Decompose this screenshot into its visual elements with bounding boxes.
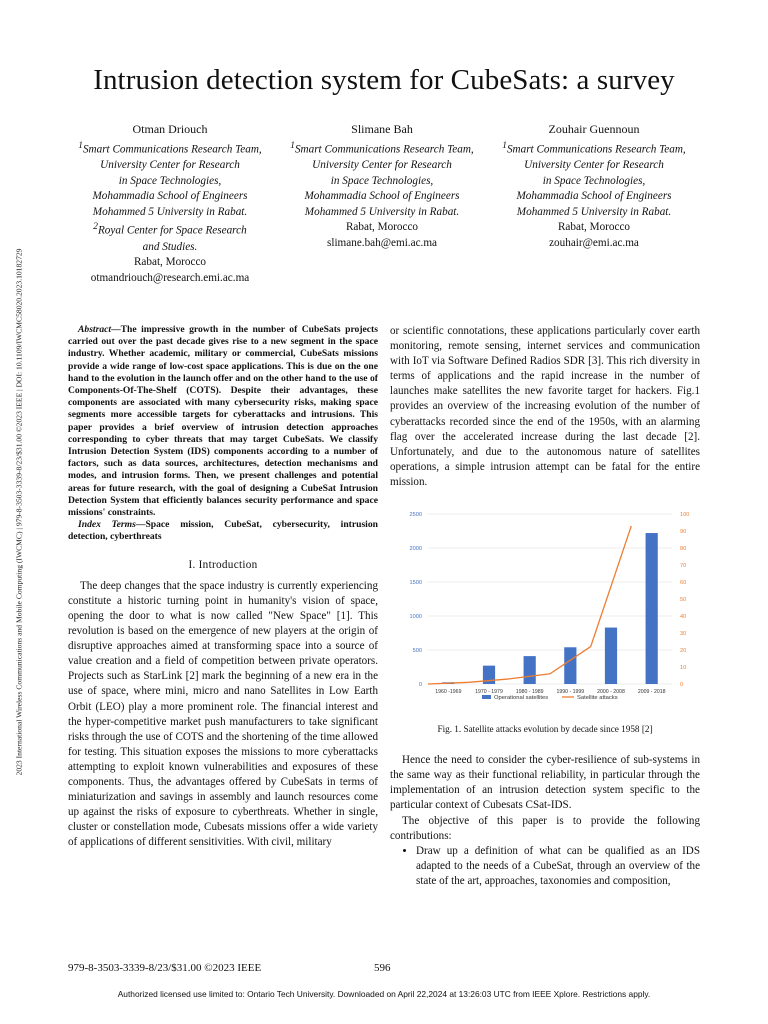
author-affiliation: University Center for Research — [100, 158, 240, 171]
y-right-tick-label: 20 — [680, 648, 687, 655]
bar-operational-satellites — [564, 647, 576, 684]
satellite-attacks-chart — [390, 504, 700, 714]
y-right-tick-label: 90 — [680, 529, 687, 536]
authorization-notice: Authorized licensed use limited to: Ontario Tech University. Downloaded on April 22,2024 at 13:26:03 UTC from IEEE Xplore. Restrictions apply. — [117, 989, 651, 999]
author-affiliation: and Studies. — [142, 240, 198, 253]
author-affiliation: in Space Technologies, — [118, 174, 222, 187]
affil-sup: 1 — [78, 140, 83, 151]
y-left-tick-label: 2000 — [409, 546, 422, 553]
x-tick-label: 1980 - 1989 — [515, 689, 544, 696]
author-block-3 — [488, 122, 700, 251]
author-affiliation: Mohammadia School of Engineers — [516, 190, 672, 203]
affil-line: Smart Communications Research Team, — [294, 143, 474, 156]
y-left-tick-label: 1000 — [409, 614, 422, 621]
author-affiliation: in Space Technologies, — [330, 174, 434, 187]
author-email: slimane.bah@emi.ac.ma — [326, 236, 438, 249]
y-right-tick-label: 0 — [680, 682, 684, 689]
index-terms-label: Index Terms — [78, 519, 136, 531]
author-affiliation: in Space Technologies, — [542, 174, 646, 187]
footer-isbn: 979-8-3503-3339-8/23/$31.00 ©2023 IEEE — [68, 962, 262, 974]
left-column — [68, 324, 378, 850]
figure-caption: Fig. 1. Satellite attacks evolution by decade since 1958 [2] — [437, 724, 653, 735]
side-doi-text: 2023 International Wireless Communications and Mobile Computing (IWCMC) | 979-8-3503-3339-8/23/$31.00 ©2023 IEEE | DOI: 10.1109/IWCMC58020.2023.10182729 — [14, 248, 24, 776]
x-tick-label: 2000 - 2008 — [597, 689, 625, 696]
author-affiliation — [488, 139, 700, 158]
bar-operational-satellites — [524, 656, 536, 684]
y-right-tick-label: 30 — [680, 631, 687, 638]
author-name: Zouhair Guennoun — [548, 122, 640, 136]
paper-title: Intrusion detection system for CubeSats: a survey — [93, 64, 675, 96]
legend-label-bars: Operational satellites — [494, 695, 549, 702]
figure-1 — [390, 504, 700, 714]
y-right-tick-label: 40 — [680, 614, 687, 621]
right-column — [390, 324, 700, 889]
y-right-tick-label: 50 — [680, 597, 687, 604]
section-heading: I. Introduction — [188, 558, 258, 571]
legend-label-line: Satellite attacks — [577, 695, 618, 702]
page-number: 596 — [374, 962, 391, 974]
author-affiliation: Mohammed 5 University in Rabat. — [304, 205, 460, 218]
legend-swatch-bars — [482, 695, 491, 699]
bar-operational-satellites — [646, 533, 658, 684]
author-name: Slimane Bah — [351, 122, 413, 136]
y-left-tick-label: 1500 — [409, 580, 422, 587]
abstract-text: —The impressive growth in the number of CubeSats projects carried out over the past decade gives rise to a new segment in the space industry. Whether academic, military or commercial, CubeSats missions provide a wide range of low-cost space applications. This is due on the one hand to the evolution in the launch offer and on the other hand to the use of Components-Of-The-Shelf (COTS). Despite their advantages, these components are associated with many cybersecurity risks, making space segments more accessible targets for cyberattacks and intrusions. This paper provides a brief overview of intrusion detection approaches corresponding to cyber threats that may target CubeSats. We classify Intrusion Detection System (IDS) components according to a number of factors, such as data sources, architectures, detection mechanisms and modes, and intrusion forms. Then, we present challenges and potential areas for future research, with the goal of designing a CubeSat Intrusion Detection System that efficiently balances security performance and space missions' constraints. — [68, 324, 378, 519]
author-name: Otman Driouch — [132, 122, 208, 136]
y-left-tick-label: 0 — [418, 682, 422, 689]
author-affiliation: Mohammadia School of Engineers — [92, 190, 248, 203]
author-location: Rabat, Morocco — [345, 221, 419, 234]
x-tick-label: 2009 - 2018 — [637, 689, 666, 696]
abstract — [68, 324, 378, 519]
author-email: zouhair@emi.ac.ma — [549, 236, 639, 249]
y-right-tick-label: 100 — [680, 512, 690, 519]
author-affiliation — [64, 139, 276, 158]
author-affiliation: Mohammed 5 University in Rabat. — [516, 205, 672, 218]
y-right-tick-label: 10 — [680, 665, 687, 672]
affil-line: Smart Communications Research Team, — [506, 143, 686, 156]
author-affiliation — [276, 139, 488, 158]
affil-sup: 1 — [502, 140, 507, 151]
right-paragraph-2: Hence the need to consider the cyber-resilience of sub-systems in the same way as their functional reliability, in particular through the implementation of an intrusion detection system specific to the particular context of Cubesats CSat-IDS. — [390, 754, 700, 812]
y-right-tick-label: 70 — [680, 563, 687, 570]
right-paragraph-3: The objective of this paper is to provide the following contributions: — [390, 814, 700, 842]
affil-sup: 2 — [93, 222, 98, 233]
y-right-tick-label: 80 — [680, 546, 687, 553]
author-location: Rabat, Morocco — [557, 221, 631, 234]
author-block-1 — [64, 122, 276, 286]
author-block-2 — [276, 122, 488, 251]
affil-line: Smart Communications Research Team, — [82, 143, 262, 156]
affil-sup: 1 — [290, 140, 295, 151]
x-tick-label: 1970 - 1979 — [475, 689, 503, 696]
x-tick-label: 1990 - 1999 — [556, 689, 585, 696]
y-left-tick-label: 500 — [412, 648, 422, 655]
author-affiliation: University Center for Research — [524, 158, 664, 171]
author-affiliation: University Center for Research — [312, 158, 452, 171]
contribution-list — [390, 844, 700, 889]
bar-operational-satellites — [605, 628, 617, 684]
y-right-tick-label: 60 — [680, 580, 687, 587]
intro-paragraph: The deep changes that the space industry is currently experiencing constitute a historic turning point in humanity's vision of space, opening the door to what is now called "New Space" [1]. This revolution is based on the emergence of new players at the origin of disruptive approaches aimed at transforming space into a source of value creation and a field of competition between private operators. Projects such as StarLink [2] mark the beginning of a new era in the use of space, where mini, micro and nano Satellites in Low Earth Orbit (LEO) play a more prominent role. The financial interest and the hyper-competitive market push manufacturers to take significant risks through the use of COTS and the shortening of the time allowed for testing. This situation exposes the missions to more cyberattacks attempting to exploit known vulnerabilities and exposures of these components. Thus, the advantages offered by CubeSats in terms of miniaturization and savings in assembly and launch resources come up against the risks of exposure to cyberthreats. Whether in single, cluster or constellation mode, Cubesats missions offer a wide variety of applications of different sensitivities. With civil, military — [68, 579, 378, 849]
abstract-label: Abstract — [78, 324, 112, 335]
right-paragraph-1: or scientific connotations, these applications particularly cover earth monitoring, remote sensing, internet services and communication with IoT via Software Defined Radios SDR [3]. This rich diversity in terms of applications and the rapid increase in the number of launches make satellites the new favorite target for hackers. Fig.1 provides an overview of the increasing evolution of the number of cyberattacks recorded since the end of the 1950s, with an alarming flag over the accelerated increase during the last decade [2]. Unfortunately, and due to the autonomous nature of satellites operations, a simple intrusion attempt can be fatal for the entire mission. — [390, 325, 700, 488]
x-tick-label: 1960 -1969 — [435, 689, 462, 696]
y-left-tick-label: 2500 — [409, 512, 422, 519]
author-affiliation — [64, 220, 276, 239]
index-terms-text: —Space mission, CubeSat, cybersecurity, intrusion detection, cyberthreats — [68, 519, 378, 543]
author-location: Rabat, Morocco — [133, 256, 207, 269]
author-affiliation: Mohammed 5 University in Rabat. — [92, 205, 248, 218]
author-affiliation: Mohammadia School of Engineers — [304, 190, 460, 203]
side-doi-note — [10, 152, 28, 872]
author-email: otmandriouch@research.emi.ac.ma — [90, 271, 250, 284]
index-terms — [68, 519, 378, 543]
contribution-item: • Draw up a definition of what can be qualified as an IDS adapted to the needs of a CubeSat, through an overview of the state of the art, approaches, taxonomies and composition, — [416, 844, 700, 889]
affil-line: Royal Center for Space Research — [97, 225, 247, 238]
